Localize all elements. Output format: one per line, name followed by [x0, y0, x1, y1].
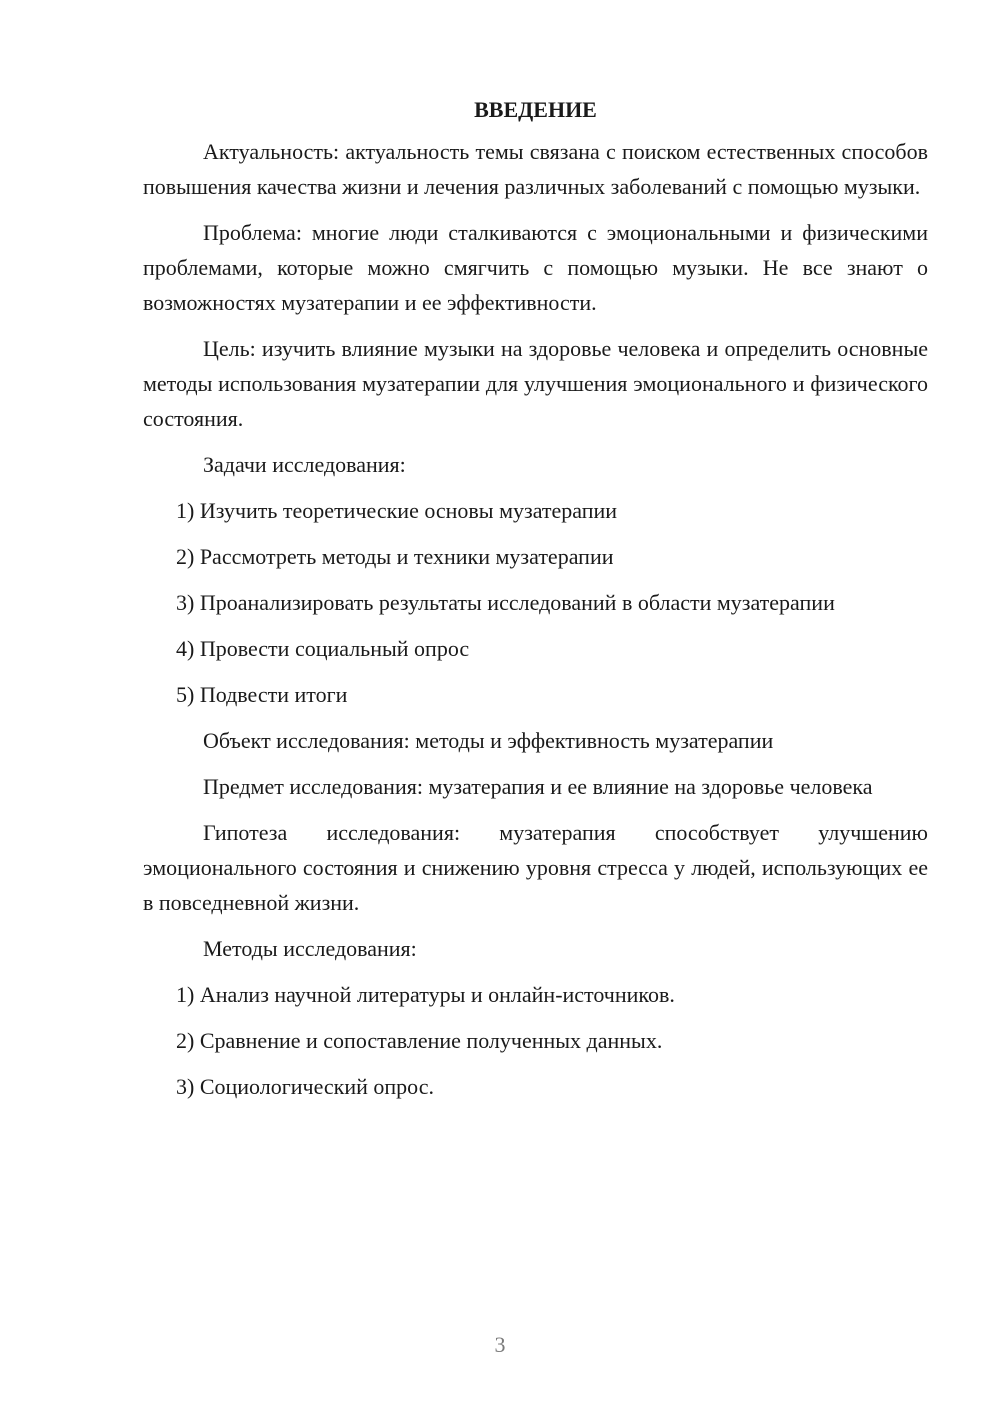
relevance-paragraph: Актуальность: актуальность темы связана с поиском естественных способов повышения качества жизни и лечения различных заболеваний с помощью музыки.: [143, 139, 928, 199]
list-item: 1) Изучить теоретические основы музатерапии: [176, 498, 618, 523]
goal-paragraph: Цель: изучить влияние музыки на здоровье человека и определить основные методы использования музатерапии для улучшения эмоционального и физического состояния.: [143, 336, 928, 431]
object-paragraph: Объект исследования: методы и эффективность музатерапии: [203, 728, 774, 753]
list-item: 3) Проанализировать результаты исследований в области музатерапии: [176, 590, 835, 615]
methods-label: Методы исследования:: [203, 936, 417, 961]
subject-paragraph: Предмет исследования: музатерапия и ее влияние на здоровье человека: [203, 774, 873, 799]
page-number: 3: [494, 1332, 506, 1357]
list-item: 2) Сравнение и сопоставление полученных данных.: [176, 1028, 663, 1053]
tasks-list: [143, 493, 928, 712]
page-content: [143, 92, 928, 1115]
tasks-label: Задачи исследования:: [203, 452, 406, 477]
list-item: 2) Рассмотреть методы и техники музатерапии: [176, 544, 614, 569]
list-item: 3) Социологический опрос.: [176, 1074, 434, 1099]
list-item: 1) Анализ научной литературы и онлайн-источников.: [176, 982, 675, 1007]
problem-paragraph: Проблема: многие люди сталкиваются с эмоциональными и физическими проблемами, которые можно смягчить с помощью музыки. Не все знают о возможностях музатерапии и ее эффективности.: [143, 220, 928, 315]
hypothesis-paragraph: Гипотеза исследования: музатерапия способствует улучшению эмоционального состояния и снижению уровня стресса у людей, использующих ее в повседневной жизни.: [143, 820, 928, 915]
list-item: 4) Провести социальный опрос: [176, 636, 470, 661]
methods-list: [143, 977, 928, 1104]
list-item: 5) Подвести итоги: [176, 682, 348, 707]
section-title: ВВЕДЕНИЕ: [474, 97, 597, 122]
